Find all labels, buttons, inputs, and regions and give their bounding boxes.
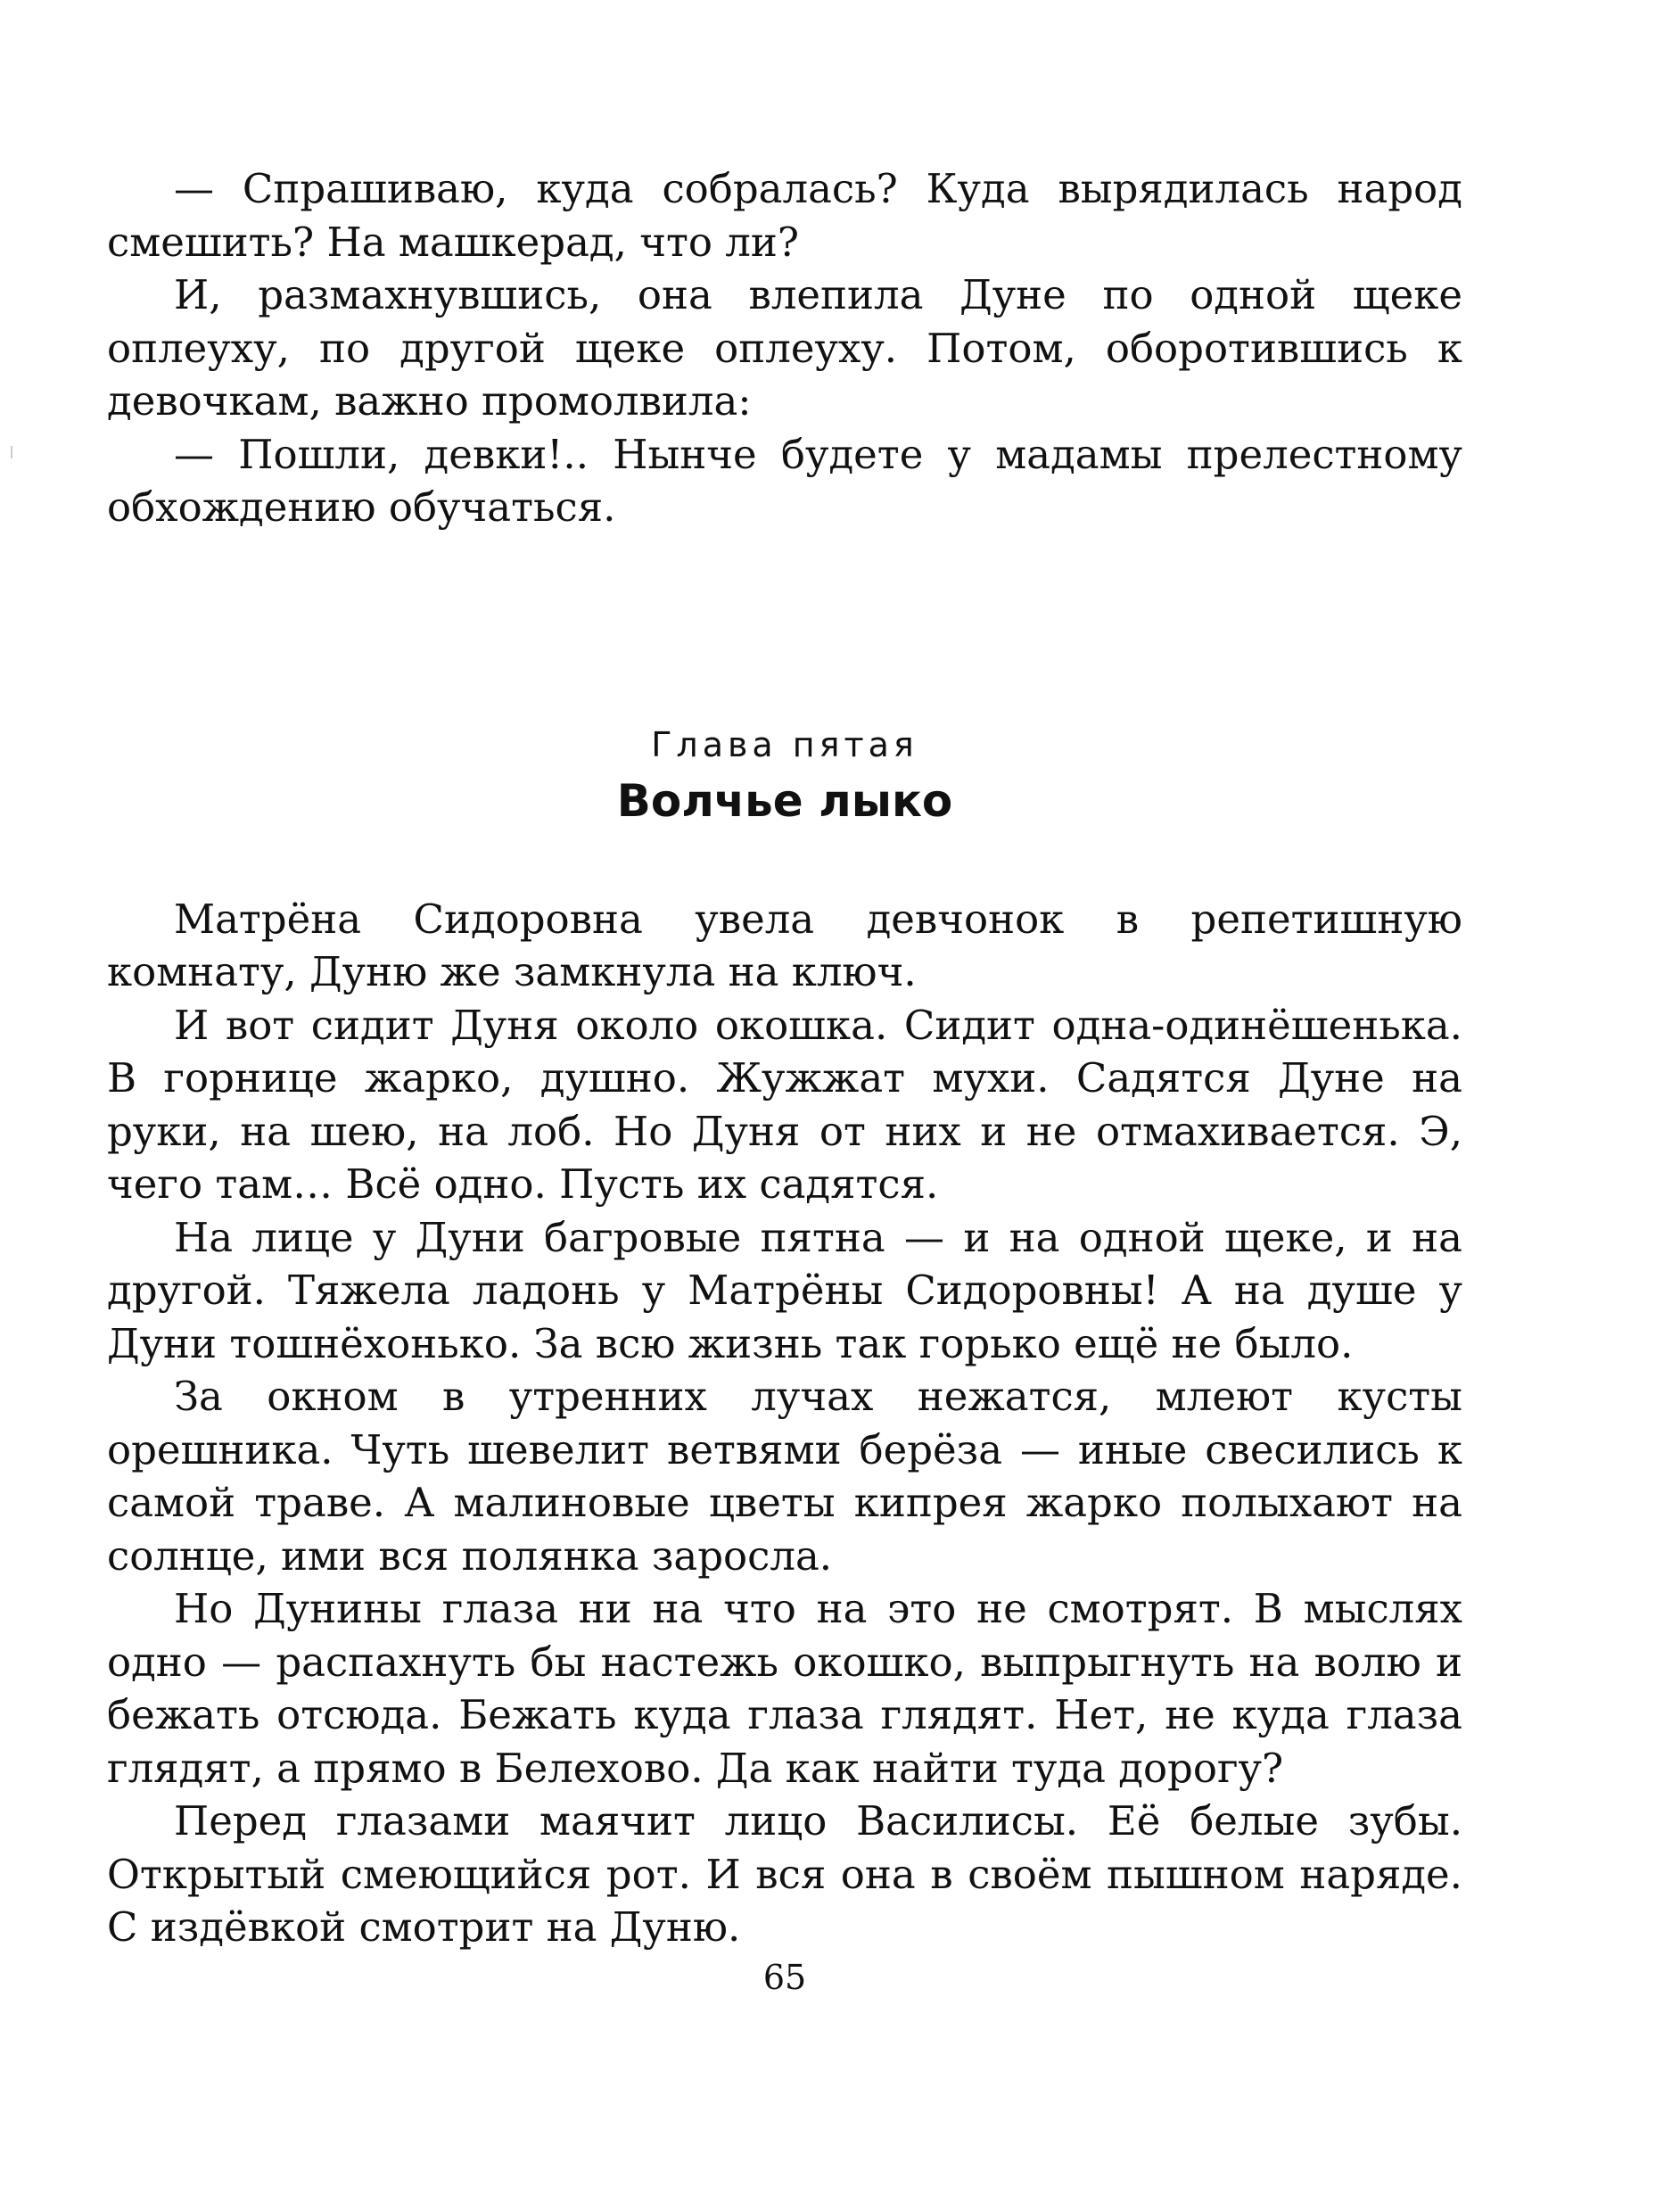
book-page (107, 162, 1462, 1954)
paragraph: За окном в утренних лучах нежатся, млеют кусты орешника. Чуть шевелит ветвями берёза — иные свесились к самой траве. А малиновые цветы кипрея жарко полыхают на солнце, ими вся полянка заросла. (107, 1373, 1462, 1580)
chapter-title: Волчье лыко (616, 774, 953, 827)
page-number: 65 (762, 1958, 807, 1997)
paragraph: Но Дунины глаза ни на что на это не смотрят. В мыслях одно — распахнуть бы настежь окошко, выпрыгнуть на волю и бежать отсюда. Бежать куда глаза глядят. Нет, не куда глаза глядят, а прямо в Белехово. Да как найти туда дорогу? (107, 1585, 1462, 1792)
paragraph: Матрёна Сидоровна увела девчонок в репетишную комнату, Дуню же замкнула на ключ. (107, 895, 1462, 995)
chapter-text-block (107, 893, 1462, 1954)
paragraph: — Спрашиваю, куда собралась? Куда вырядилась народ смешить? На машкерад, что ли? (107, 165, 1462, 266)
top-text-block (107, 162, 1462, 534)
chapter-label: Глава пятая (651, 724, 918, 764)
margin-mark (11, 446, 12, 458)
chapter-heading (107, 722, 1462, 830)
paragraph: И, размахнувшись, она влепила Дуне по одной щеке оплеуху, по другой щеке оплеуху. Потом, оборотившись к девочкам, важно промолвила: (107, 271, 1462, 425)
paragraph: Перед глазами маячит лицо Василисы. Её белые зубы. Открытый смеющийся рот. И вся она в своём пышном наряде. С издёвкой смотрит на Дуню. (107, 1797, 1462, 1951)
paragraph: И вот сидит Дуня около окошка. Сидит одна-одинёшенька. В горнице жарко, душно. Жужжат мухи. Садятся Дуне на руки, на шею, на лоб. Но Дуня от них и не отмахивается. Э, чего там… Всё одно. Пусть их садятся. (107, 1001, 1462, 1208)
paragraph: — Пошли, девки!.. Нынче будете у мадамы прелестному обхождению обучаться. (107, 430, 1462, 531)
paragraph: На лице у Дуни багровые пятна — и на одной щеке, и на другой. Тяжела ладонь у Матрёны Сидоровны! А на душе у Дуни тошнёхонько. За всю жизнь так горько ещё не было. (107, 1213, 1462, 1367)
